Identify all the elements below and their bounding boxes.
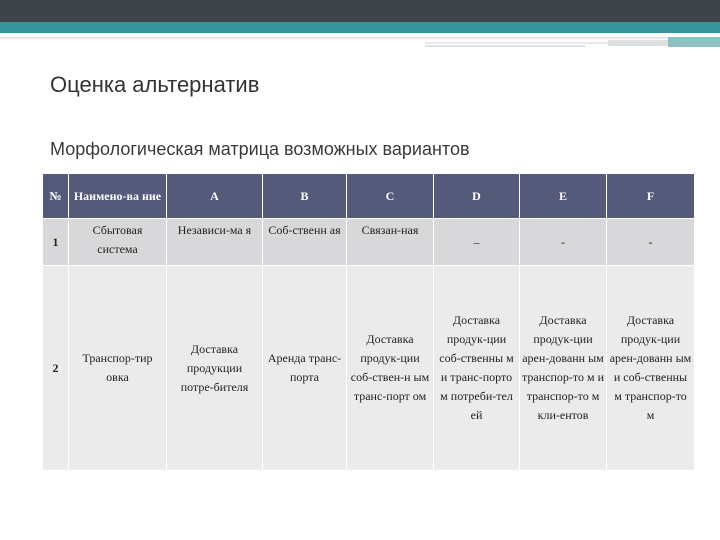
table-cell: Независи-ма я bbox=[167, 219, 263, 266]
table-row bbox=[43, 219, 695, 266]
decor-accent-box bbox=[668, 37, 720, 47]
header-name: Наимено-ва ние bbox=[69, 174, 167, 219]
header-d: D bbox=[434, 174, 520, 219]
table-cell: - bbox=[607, 219, 695, 266]
table-cell: Доставка продук-ции соб-ствен-н ым транс-порт ом bbox=[347, 266, 434, 471]
row-number: 1 bbox=[43, 219, 69, 266]
table-cell: Доставка продукции потре-бителя bbox=[167, 266, 263, 471]
table-cell: – bbox=[434, 219, 520, 266]
table-cell: Доставка продук-ции арен-дованн ым транспор-то м и транспор-то м кли-ентов bbox=[520, 266, 607, 471]
header-number: № bbox=[43, 174, 69, 219]
decor-line bbox=[425, 45, 585, 47]
row-number: 2 bbox=[43, 266, 69, 471]
slide-title: Оценка альтернатив bbox=[50, 72, 260, 97]
header-f: F bbox=[607, 174, 695, 219]
table-cell: - bbox=[520, 219, 607, 266]
table-cell: Доставка продук-ции соб-ственны м и транс-порто м потреби-тел ей bbox=[434, 266, 520, 471]
accent-stripe bbox=[0, 22, 720, 33]
table-cell: Доставка продук-ции арен-дованн ым и соб-ственны м транспор-то м bbox=[607, 266, 695, 471]
slide-subtitle: Морфологическая матрица возможных вариантов bbox=[50, 139, 470, 159]
table-row bbox=[43, 266, 695, 471]
header-b: B bbox=[263, 174, 347, 219]
table-cell: Транспор-тир овка bbox=[69, 266, 167, 471]
header-a: A bbox=[167, 174, 263, 219]
header-e: E bbox=[520, 174, 607, 219]
top-decor-bar bbox=[0, 0, 720, 22]
header-c: C bbox=[347, 174, 434, 219]
table-header-row bbox=[43, 174, 695, 219]
table-cell: Связан-ная bbox=[347, 219, 434, 266]
table-cell: Аренда транс-порта bbox=[263, 266, 347, 471]
decor-line bbox=[0, 37, 670, 39]
table-cell: Соб-ственн ая bbox=[263, 219, 347, 266]
morphological-matrix-table bbox=[42, 173, 695, 471]
table-cell: Сбытовая система bbox=[69, 219, 167, 266]
